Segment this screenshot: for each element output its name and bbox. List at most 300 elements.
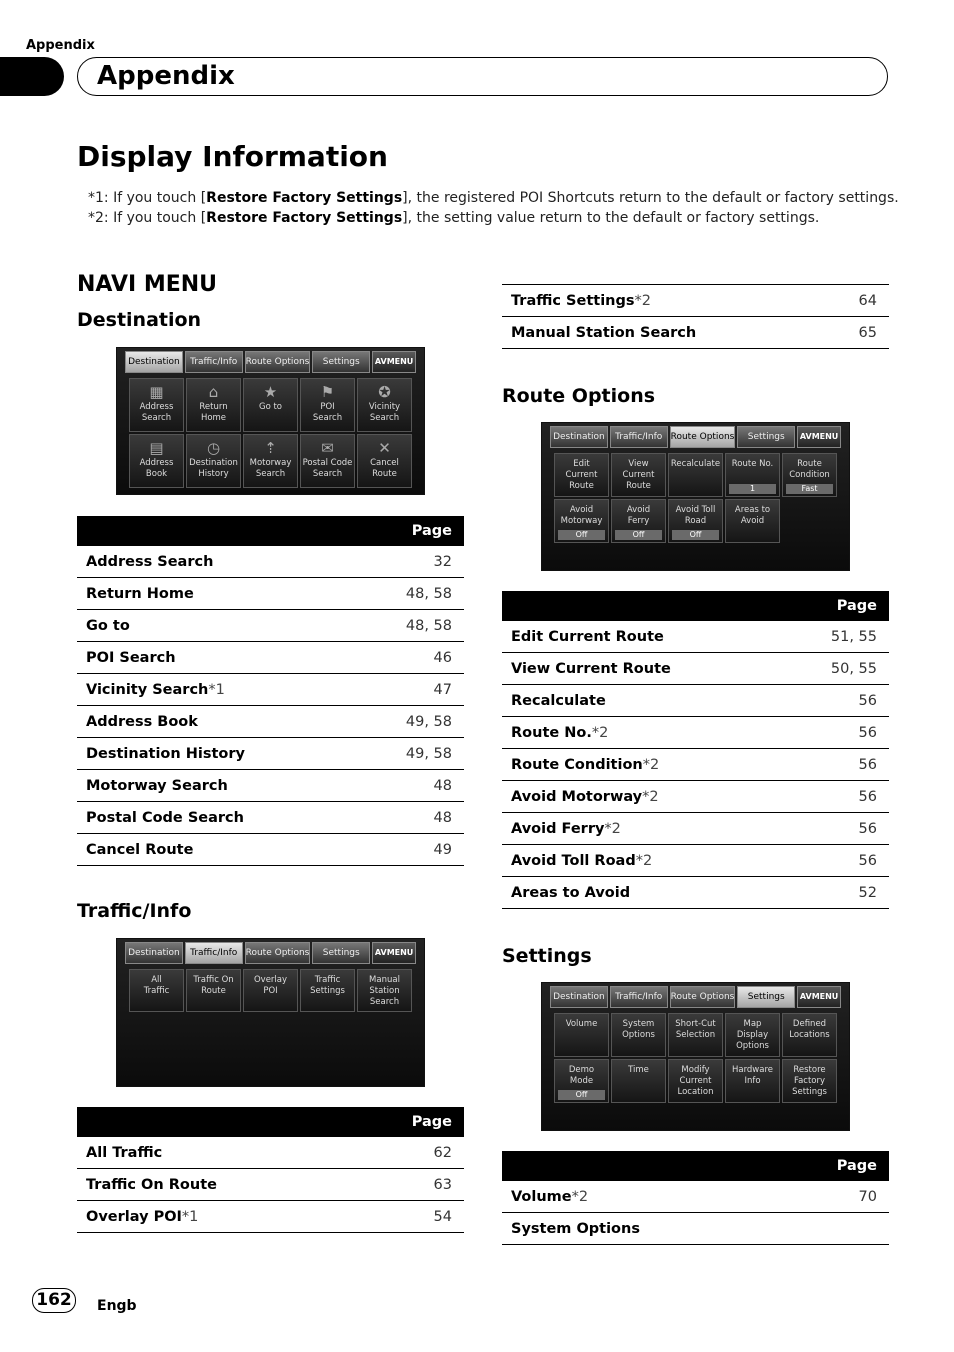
button-label-line: View	[628, 459, 649, 469]
menu-button-grid	[129, 378, 412, 488]
row-name	[77, 706, 359, 738]
tab-settings[interactable]: Settings	[312, 942, 370, 964]
table-row	[77, 674, 464, 706]
row-label: Volume	[511, 1188, 572, 1205]
table-row	[77, 770, 464, 802]
page-column-header: Page	[359, 516, 464, 546]
traffic-info-table	[77, 1107, 464, 1233]
button-label-line: Route	[569, 481, 594, 491]
row-label: POI Search	[86, 649, 176, 666]
empty-slot	[782, 499, 837, 543]
button-label-line: Manual	[369, 975, 400, 985]
traffic-info-menu-screen	[116, 938, 425, 1087]
row-name	[77, 674, 359, 706]
row-label: Address Book	[86, 713, 198, 730]
empty-slot	[300, 1014, 355, 1057]
empty-slot	[186, 1014, 241, 1057]
table-row	[502, 845, 889, 877]
row-page: 56	[784, 813, 889, 845]
av-menu-label: MENU	[386, 948, 414, 957]
row-name	[502, 781, 784, 813]
table-row	[77, 578, 464, 610]
button-label-line: Avoid	[569, 505, 594, 515]
row-label: Return Home	[86, 585, 194, 602]
table-row	[502, 877, 889, 909]
button-label-line: Recalculate	[670, 459, 721, 469]
row-page: 48	[359, 770, 464, 802]
footnote-mark: *2	[635, 852, 653, 869]
row-label: Manual Station Search	[511, 324, 697, 341]
row-label: Postal Code Search	[86, 809, 244, 826]
navi-menu-heading: NAVI MENU	[77, 272, 218, 297]
menu-item-icon: ⌂	[208, 383, 219, 401]
button-label-line: Avoid Toll	[675, 505, 716, 515]
tab-destination[interactable]: Destination	[125, 942, 183, 964]
button-label-line: Address	[139, 458, 174, 468]
row-label: All Traffic	[86, 1144, 163, 1161]
row-name	[502, 845, 784, 877]
row-label: Route No.	[511, 724, 592, 741]
row-name	[502, 317, 827, 349]
button-label-line: Overlay	[253, 975, 288, 985]
button-label-line: Destination	[189, 458, 238, 468]
recalculate-button[interactable]	[668, 453, 723, 497]
button-value: Off	[672, 530, 720, 540]
button-value: Off	[615, 530, 663, 540]
settings-heading: Settings	[502, 945, 592, 967]
menu-item-icon: ⚑	[320, 383, 335, 401]
running-head: Appendix	[26, 38, 95, 53]
view-current-route-button[interactable]	[611, 453, 666, 497]
button-label-line: Defined	[792, 1019, 827, 1029]
tab-destination[interactable]: Destination	[125, 351, 183, 373]
table-row	[77, 802, 464, 834]
address-book-button[interactable]	[129, 434, 184, 488]
traffic-info-heading: Traffic/Info	[77, 900, 192, 922]
footnote-2: *2: If you touch [Restore Factory Settings], the setting value return to the default or factory settings.	[88, 210, 820, 226]
row-name	[77, 546, 359, 578]
row-page: 56	[784, 781, 889, 813]
row-page: 49, 58	[359, 706, 464, 738]
button-label-line: Route	[626, 481, 651, 491]
row-page: 56	[784, 717, 889, 749]
language-code: Engb	[97, 1298, 137, 1314]
avoid-ferry-button[interactable]	[611, 499, 666, 543]
route-options-heading: Route Options	[502, 385, 656, 407]
tab-route-options[interactable]: Route Options	[245, 942, 311, 964]
button-label-line: Motorway	[560, 516, 603, 526]
row-name	[502, 1213, 777, 1245]
row-name	[502, 877, 784, 909]
areas-to-avoid-button[interactable]	[725, 499, 780, 543]
av-menu-button[interactable]	[372, 351, 416, 373]
tab-destination[interactable]: Destination	[550, 986, 608, 1008]
button-label-line: Time	[628, 1065, 649, 1075]
button-label-line: Book	[145, 469, 168, 479]
row-page: 48, 58	[359, 610, 464, 642]
row-page: 48, 58	[359, 578, 464, 610]
row-page: 46	[359, 642, 464, 674]
page-number: 162	[32, 1288, 76, 1313]
destination-history-button[interactable]	[186, 434, 241, 488]
button-label-line: Station	[369, 986, 400, 996]
row-label: Avoid Ferry	[511, 820, 605, 837]
row-name	[502, 717, 784, 749]
empty-slot	[357, 1014, 412, 1057]
row-name	[77, 610, 359, 642]
av-menu-label: AV	[374, 948, 387, 957]
row-label: Motorway Search	[86, 777, 228, 794]
menu-item-icon: ◷	[206, 439, 221, 457]
footnote-mark: *2	[634, 292, 651, 309]
table-row	[502, 813, 889, 845]
table-row	[502, 621, 889, 653]
row-label: Avoid Toll Road	[511, 852, 636, 869]
row-label: Recalculate	[511, 692, 606, 709]
av-menu-label: AV	[799, 992, 812, 1001]
row-label: Traffic On Route	[86, 1176, 217, 1193]
button-value: Off	[558, 530, 606, 540]
row-label: Traffic Settings	[511, 292, 635, 309]
menu-tabs	[550, 986, 841, 1008]
row-label: System Options	[511, 1220, 640, 1237]
footnote-1: *1: If you touch [Restore Factory Settings], the registered POI Shortcuts return to the default or factory settings.	[88, 190, 899, 206]
button-label-line: Info	[744, 1076, 761, 1086]
postal-code-search-button[interactable]	[300, 434, 355, 488]
row-page: 48	[359, 802, 464, 834]
vicinity-search-button[interactable]	[357, 378, 412, 432]
button-label-line: Ferry	[627, 516, 650, 526]
av-menu-label: AV	[799, 432, 812, 441]
row-name	[502, 621, 784, 653]
button-label-line: Return	[199, 402, 228, 412]
button-label-line: Settings	[792, 1087, 827, 1097]
footnote-mark: *1	[181, 1208, 199, 1225]
button-label-line: Options	[622, 1030, 655, 1040]
avoid-motorway-button[interactable]	[554, 499, 609, 543]
defined-locations-button[interactable]	[782, 1013, 837, 1057]
button-value: 1	[729, 484, 777, 494]
row-name	[77, 834, 359, 866]
row-label: Avoid Motorway	[511, 788, 643, 805]
row-name	[502, 1181, 777, 1213]
button-label-line: History	[198, 469, 229, 479]
avoid-toll-road-button[interactable]	[668, 499, 723, 543]
table-row	[77, 610, 464, 642]
row-label: Go to	[86, 617, 130, 634]
row-page: 63	[353, 1169, 464, 1201]
row-label: Destination History	[86, 745, 245, 762]
button-label-line: Postal Code	[302, 458, 353, 468]
tab-settings[interactable]: Settings	[737, 426, 795, 448]
button-label-line: Search	[312, 469, 343, 479]
section-bar-title: Appendix	[97, 61, 235, 91]
menu-item-icon: ✕	[378, 439, 391, 457]
av-menu-label: MENU	[811, 432, 839, 441]
footnote-mark: *2	[642, 788, 659, 805]
row-page: 56	[784, 685, 889, 717]
route-condition-button[interactable]	[782, 453, 837, 497]
button-label-line: Current	[622, 470, 655, 480]
route-options-table	[502, 591, 889, 909]
row-page: 32	[359, 546, 464, 578]
button-label-line: Display	[736, 1030, 769, 1040]
row-page: 47	[359, 674, 464, 706]
row-name	[502, 813, 784, 845]
button-label-line: Search	[369, 413, 400, 423]
volume-button[interactable]	[554, 1013, 609, 1057]
button-label-line: Search	[369, 997, 400, 1007]
button-label-line: Vicinity	[368, 402, 401, 412]
menu-tabs	[550, 426, 841, 448]
menu-button-grid	[554, 1013, 837, 1103]
empty-slot	[243, 1014, 298, 1057]
table-row	[502, 717, 889, 749]
tab-settings[interactable]: Settings	[312, 351, 370, 373]
tab-settings[interactable]: Settings	[737, 986, 795, 1008]
row-name	[502, 285, 827, 317]
button-label-line: System	[622, 1019, 655, 1029]
button-value: Off	[558, 1090, 606, 1100]
button-label-line: Avoid	[626, 505, 651, 515]
footnote-mark: *2	[571, 1188, 589, 1205]
all-traffic-button[interactable]	[129, 969, 184, 1012]
row-page: 56	[784, 845, 889, 877]
route-no-button[interactable]	[725, 453, 780, 497]
button-label-line: Avoid	[740, 516, 765, 526]
row-label: View Current Route	[511, 660, 671, 677]
av-menu-label: MENU	[811, 992, 839, 1001]
button-label-line: Home	[200, 413, 227, 423]
row-name	[77, 738, 359, 770]
button-label-line: Short-Cut	[675, 1019, 716, 1029]
row-name	[77, 802, 359, 834]
tab-route-options[interactable]: Route Options	[670, 986, 736, 1008]
row-page: 52	[784, 877, 889, 909]
table-row	[77, 1169, 464, 1201]
section-tab-marker	[0, 57, 64, 96]
traffic-on-route-button[interactable]	[186, 969, 241, 1012]
empty-slot	[129, 1014, 184, 1057]
return-home-button[interactable]	[186, 378, 241, 432]
row-name	[77, 1169, 353, 1201]
table-row	[502, 1181, 889, 1213]
footnote-mark: *1	[208, 681, 225, 698]
row-name	[77, 770, 359, 802]
row-label: Overlay POI	[86, 1208, 182, 1225]
menu-item-icon: ✪	[378, 383, 391, 401]
button-label-line: Route	[201, 986, 226, 996]
table-row	[502, 317, 889, 349]
av-menu-button[interactable]	[797, 986, 841, 1008]
button-label-line: Search	[312, 413, 343, 423]
tab-destination[interactable]: Destination	[550, 426, 608, 448]
button-label-line: Address	[139, 402, 174, 412]
map-display-options-button[interactable]	[725, 1013, 780, 1057]
row-name	[77, 1137, 353, 1169]
footnote-mark: *2	[642, 756, 660, 773]
menu-item-icon: ★	[263, 383, 278, 401]
destination-heading: Destination	[77, 309, 202, 331]
button-label-line: Locations	[789, 1030, 830, 1040]
button-label-line: Go to	[258, 402, 283, 412]
button-label-line: Traffic On	[193, 975, 234, 985]
address-search-button[interactable]	[129, 378, 184, 432]
row-label: Cancel Route	[86, 841, 194, 858]
table-row	[502, 749, 889, 781]
traffic-settings-button[interactable]	[300, 969, 355, 1012]
row-page: 51, 55	[784, 621, 889, 653]
button-value: Fast	[786, 484, 834, 494]
button-label-line: Route No.	[731, 459, 774, 469]
menu-button-grid	[554, 453, 837, 543]
table-row	[502, 685, 889, 717]
button-label-line: Route	[372, 469, 397, 479]
tab-route-options[interactable]: Route Options	[245, 351, 311, 373]
button-label-line: Motorway	[249, 458, 292, 468]
edit-current-route-button[interactable]	[554, 453, 609, 497]
table-row	[77, 834, 464, 866]
row-page: 50, 55	[784, 653, 889, 685]
button-label-line: Settings	[310, 986, 345, 996]
button-label-line: Edit	[573, 459, 590, 469]
settings-table	[502, 1151, 889, 1245]
page-column-header: Page	[353, 1107, 464, 1137]
row-page: 54	[353, 1201, 464, 1233]
button-label-line: All	[151, 975, 162, 985]
row-page: 64	[827, 285, 889, 317]
settings-menu-screen	[541, 982, 850, 1131]
table-row	[77, 546, 464, 578]
modify-current-location-button[interactable]	[668, 1059, 723, 1103]
row-page: 70	[777, 1181, 889, 1213]
tab-traffic-info[interactable]: Traffic/Info	[185, 942, 243, 964]
poi-search-button[interactable]	[300, 378, 355, 432]
button-label-line: Factory	[793, 1076, 826, 1086]
route-options-menu-screen	[541, 422, 850, 571]
table-row	[502, 781, 889, 813]
row-name	[502, 685, 784, 717]
button-label-line: Traffic	[314, 975, 341, 985]
table-row	[77, 1137, 464, 1169]
destination-table	[77, 516, 464, 866]
row-label: Address Search	[86, 553, 214, 570]
menu-item-icon: ✉	[321, 439, 334, 457]
button-label-line: Route	[797, 459, 822, 469]
button-label-line: Map	[743, 1019, 762, 1029]
av-menu-label: AV	[374, 357, 387, 366]
button-label-line: Current	[565, 470, 598, 480]
table-row	[502, 653, 889, 685]
button-label-line: Modify	[681, 1065, 710, 1075]
manual-station-search-button[interactable]	[357, 969, 412, 1012]
av-menu-button[interactable]	[797, 426, 841, 448]
short-cut-selection-button[interactable]	[668, 1013, 723, 1057]
table-row	[77, 738, 464, 770]
button-label-line: Options	[736, 1041, 769, 1051]
button-label-line: Location	[677, 1087, 714, 1097]
table-row	[77, 642, 464, 674]
button-label-line: Current	[679, 1076, 712, 1086]
tab-route-options[interactable]: Route Options	[670, 426, 736, 448]
button-label-line: Demo	[568, 1065, 595, 1075]
button-label-line: Volume	[565, 1019, 598, 1029]
row-label: Areas to Avoid	[511, 884, 631, 901]
button-label-line: Hardware	[731, 1065, 774, 1075]
row-name	[502, 653, 784, 685]
row-label: Edit Current Route	[511, 628, 664, 645]
table-row	[77, 706, 464, 738]
row-page: 62	[353, 1137, 464, 1169]
row-page: 49	[359, 834, 464, 866]
menu-item-icon: ▦	[149, 383, 164, 401]
motorway-search-button[interactable]	[243, 434, 298, 488]
row-page	[777, 1213, 889, 1245]
cancel-route-button[interactable]	[357, 434, 412, 488]
av-menu-button[interactable]	[372, 942, 416, 964]
button-label-line: Restore	[793, 1065, 826, 1075]
destination-menu-screen	[116, 347, 425, 495]
table-row	[502, 1213, 889, 1245]
demo-mode-button[interactable]	[554, 1059, 609, 1103]
button-label-line: Road	[684, 516, 707, 526]
row-name	[77, 1201, 353, 1233]
av-menu-label: MENU	[386, 357, 414, 366]
row-name	[77, 578, 359, 610]
footnote-mark: *2	[591, 724, 609, 741]
row-name	[77, 642, 359, 674]
page-title: Display Information	[77, 140, 388, 173]
button-label-line: POI	[263, 986, 278, 996]
button-label-line: Search	[255, 469, 286, 479]
button-label-line: Search	[141, 413, 172, 423]
tab-traffic-info[interactable]: Traffic/Info	[610, 426, 668, 448]
page-column-header: Page	[777, 1151, 889, 1181]
menu-tabs	[125, 942, 416, 964]
button-label-line: Areas to	[734, 505, 771, 515]
button-label-line: Condition	[789, 470, 830, 480]
tab-traffic-info[interactable]: Traffic/Info	[610, 986, 668, 1008]
menu-button-grid	[129, 969, 412, 1057]
menu-tabs	[125, 351, 416, 373]
row-page: 49, 58	[359, 738, 464, 770]
traffic-info-table-continued	[502, 284, 889, 349]
system-options-button[interactable]	[611, 1013, 666, 1057]
overlay-poi-button[interactable]	[243, 969, 298, 1012]
time-button[interactable]	[611, 1059, 666, 1103]
button-label-line: Mode	[569, 1076, 594, 1086]
button-label-line: POI	[320, 402, 335, 412]
menu-item-icon: ▤	[149, 439, 164, 457]
button-label-line: Traffic	[143, 986, 170, 996]
button-label-line: Cancel	[370, 458, 399, 468]
row-page: 56	[784, 749, 889, 781]
menu-item-icon: ⇡	[264, 439, 277, 457]
hardware-info-button[interactable]	[725, 1059, 780, 1103]
footnote-mark: *2	[604, 820, 621, 837]
go-to-button[interactable]	[243, 378, 298, 432]
tab-traffic-info[interactable]: Traffic/Info	[185, 351, 243, 373]
row-label: Route Condition	[511, 756, 643, 773]
row-label: Vicinity Search	[86, 681, 209, 698]
button-label-line: Selection	[675, 1030, 716, 1040]
row-name	[502, 749, 784, 781]
table-row	[502, 285, 889, 317]
restore-factory-settings-button[interactable]	[782, 1059, 837, 1103]
row-page: 65	[827, 317, 889, 349]
table-row	[77, 1201, 464, 1233]
page-column-header: Page	[784, 591, 889, 621]
